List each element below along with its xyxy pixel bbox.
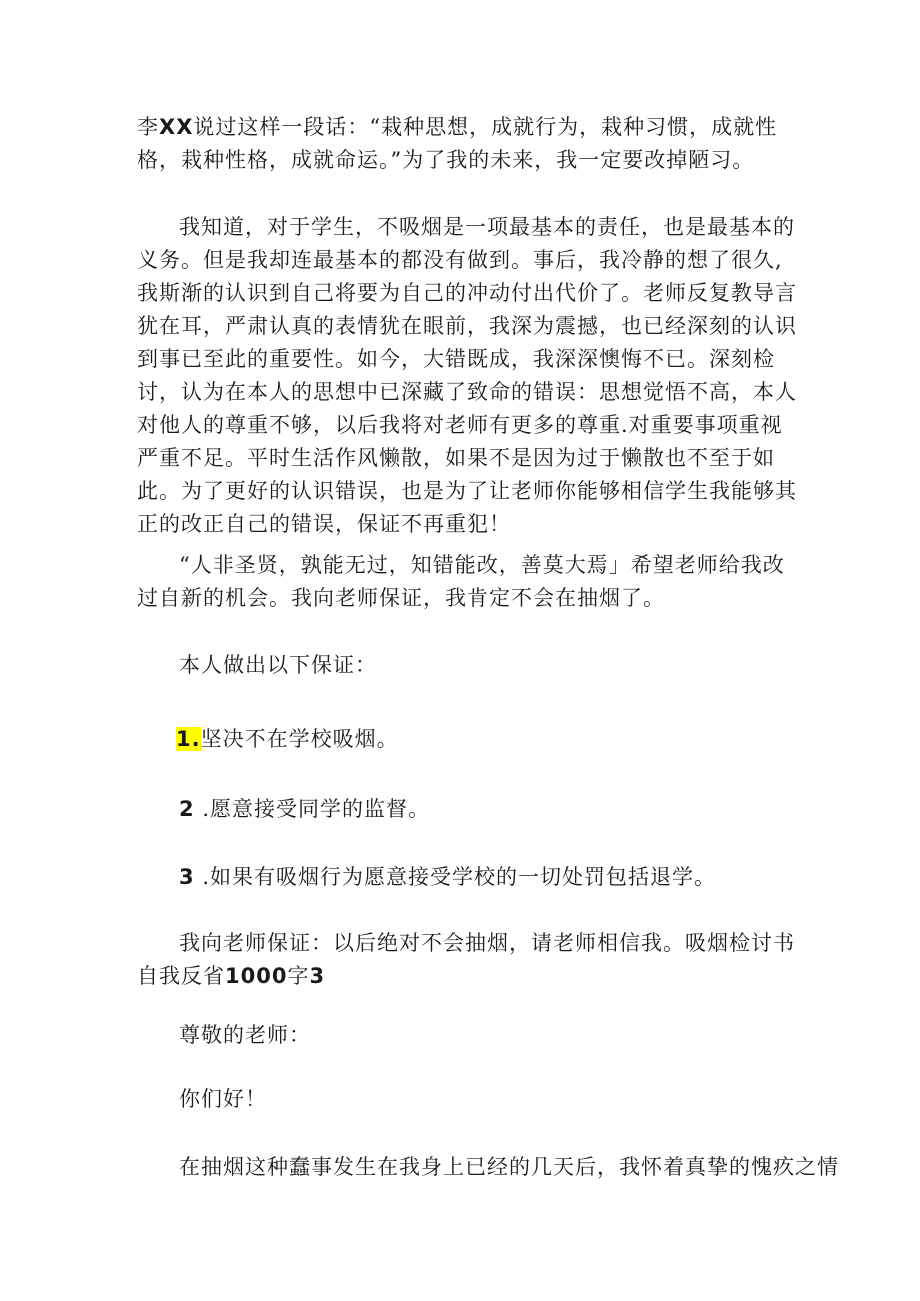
list-item-number: 1. [176,727,201,751]
list-item-text: .如果有吸烟行为愿意接受学校的一切处罚包括退学。 [202,865,716,889]
list-item-text: .愿意接受同学的监督。 [202,797,430,821]
paragraph-text: 我向老师保证：以后绝对不会抽烟，请老师相信我。吸烟检讨书自我反省 [137,931,795,988]
paragraph-reflection: 我知道，对于学生，不吸烟是一项最基本的责任，也是最基本的义务。但是我却连最基本的都没有做到。事后，我冷静的想了很久,我斯渐的认识到自己将要为自己的冲动付出代价了。老师反复教导言犹在耳，严肃认真的表情犹在眼前，我深为震撼，也已经深刻的认识到事已至此的重要性。如今，大错既成，我深深懊悔不已。深刻检讨，认为在本人的思想中已深藏了致命的错误：思想觉悟不高，本人对他人的尊重不够，以后我将对老师有更多的尊重.对重要事项重视严重不足。平时生活作风懒散，如果不是因为过于懒散也不至于如此。为了更好的认识错误，也是为了让老师你能够相信学生我能够其正的改正自己的错误，保证不再重犯！ [137,215,797,536]
list-item-number: 3 [179,865,195,889]
paragraph-guarantee-intro: 本人做出以下保证： [179,653,377,677]
list-item [176,723,399,756]
paragraph-text: 李 [137,115,159,139]
greeting: 你们好！ [179,1087,267,1111]
list-item [179,861,716,894]
paragraph-text: 字 [287,964,310,988]
word-count: 1000 [225,964,288,988]
list-item [179,793,430,826]
paragraph-quote-li [137,111,797,177]
paragraph-promise [137,927,797,993]
list-item-text: 坚决不在学校吸烟。 [200,727,399,751]
name-placeholder: XX [159,115,194,139]
list-item-number: 2 [179,797,195,821]
paragraph-proverb: “人非圣贤，孰能无过，知错能改，善莫大焉」希望老师给我改过自新的机会。我向老师保证，我肯定不会在抽烟了。 [137,553,785,610]
section-number: 3 [309,964,326,988]
paragraph-opening: 在抽烟这种蠢事发生在我身上已经的几天后，我怀着真挚的愧疚之情 [179,1155,839,1179]
salutation: 尊敬的老师： [179,1023,311,1047]
paragraph-text: 说过这样一段话：“栽种思想，成就行为，栽种习惯，成就性格，栽种性格，成就命运。”为了我的未来，我一定要改掉陋习。 [137,115,778,172]
